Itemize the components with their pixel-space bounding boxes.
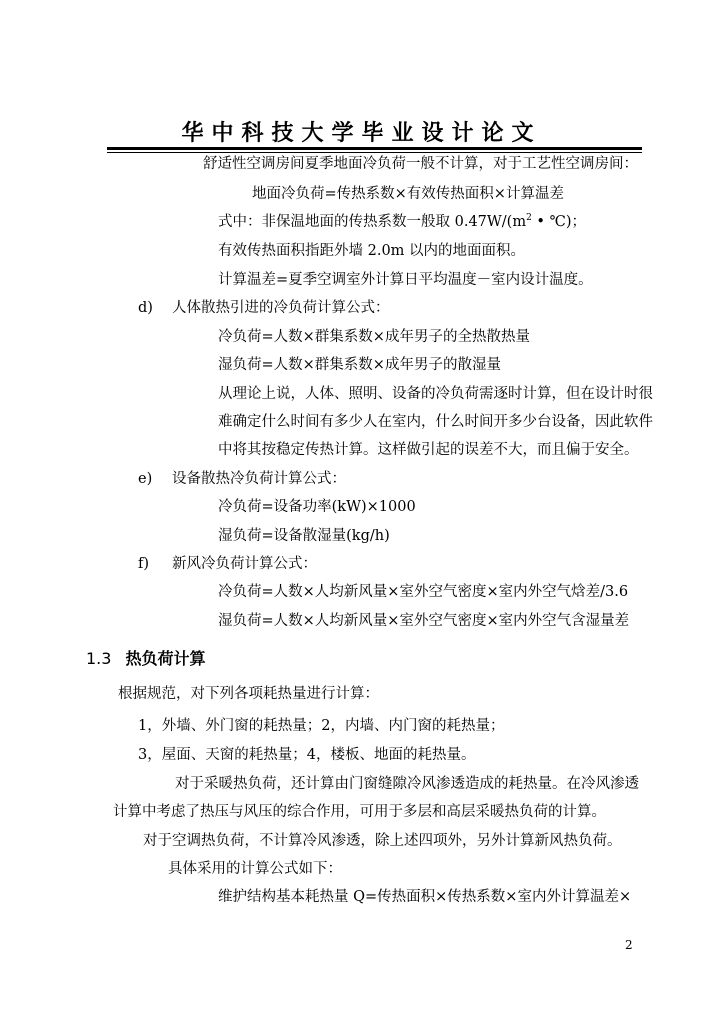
paragraph-line: 对于采暖热负荷，还计算由门窗缝隙冷风渗透造成的耗热量。在冷风渗透 (175, 776, 639, 792)
formula-line: 湿负荷=人数×人均新风量×室外空气密度×室内外空气含湿量差 (218, 613, 630, 629)
formula-line: 维护结构基本耗热量 Q=传热面积×传热系数×室内外计算温差× (218, 889, 632, 905)
formula-line: 地面冷负荷=传热系数×有效传热面积×计算温差 (252, 186, 564, 202)
page-header-title: 华中科技大学毕业设计论文 (181, 121, 542, 146)
formula-line: 湿负荷=人数×群集系数×成年男子的散湿量 (218, 357, 501, 373)
paragraph-line: 从理论上说，人体、照明、设备的冷负荷需逐时计算，但在设计时很 (218, 386, 653, 402)
paragraph-line: 有效传热面积指距外墙 2.0m 以内的地面面积。 (218, 243, 526, 259)
paragraph-line: 舒适性空调房间夏季地面冷负荷一般不计算，对于工艺性空调房间： (203, 156, 638, 172)
paragraph-line: 对于空调热负荷，不计算冷风渗透，除上述四项外，另外计算新风热负荷。 (143, 833, 622, 849)
formula-line: 冷负荷=人数×群集系数×成年男子的全热散热量 (218, 329, 530, 345)
formula-line: 湿负荷=设备散湿量(kg/h) (218, 528, 390, 544)
paragraph-line: 计算中考虑了热压与风压的综合作用，可用于多层和高层采暖热负荷的计算。 (113, 804, 606, 820)
paragraph-line: 计算温差=夏季空调室外计算日平均温度－室内设计温度。 (218, 272, 593, 288)
list-line: 1，外墙、外门窗的耗热量；2，内墙、内门窗的耗热量； (138, 718, 505, 734)
paragraph-line: 具体采用的计算公式如下： (168, 861, 342, 877)
section-number: 1.3 (86, 649, 112, 668)
list-item-title: 人体散热引进的冷负荷计算公式： (172, 300, 390, 316)
section-title: 热负荷计算 (125, 649, 206, 668)
section-heading (86, 648, 205, 670)
formula-line: 冷负荷=人数×人均新风量×室外空气密度×室内外空气焓差/3.6 (218, 584, 629, 600)
list-item-title: 设备散热冷负荷计算公式： (172, 471, 346, 487)
formula-note-line: 式中：非保温地面的传热系数一般取 $0.47W/(m^2$ • ℃)； (218, 213, 586, 230)
paragraph-line: 难确定什么时间有多少人在室内，什么时间开多少台设备，因此软件 (218, 414, 653, 430)
page-number: 2 (625, 938, 633, 952)
header-rule (107, 147, 642, 153)
list-line: 3，屋面、天窗的耗热量；4，楼板、地面的耗热量。 (138, 747, 476, 763)
formula-line: 冷负荷=设备功率(kW)×1000 (218, 499, 416, 515)
list-marker: e) (138, 471, 153, 487)
list-marker: d) (138, 300, 153, 316)
list-item-title: 新风冷负荷计算公式： (172, 556, 317, 572)
paragraph-line: 中将其按稳定传热计算。这样做引起的误差不大，而且偏于安全。 (218, 442, 639, 458)
paragraph-line: 根据规范，对下列各项耗热量进行计算： (118, 686, 379, 702)
list-marker: f) (138, 556, 150, 572)
